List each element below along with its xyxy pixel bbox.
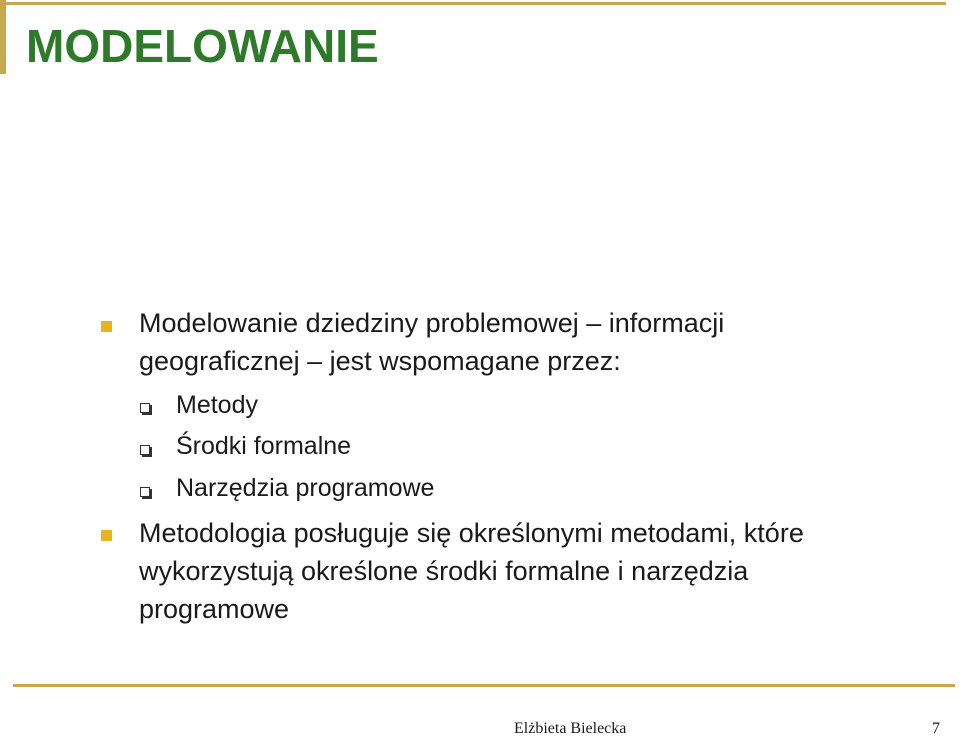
sub-item-label: Środki formalne <box>176 432 352 460</box>
bullet-1-line-2: geograficznej – jest wspomagane przez: <box>139 346 621 376</box>
bullet-1-line-1: Modelowanie dziedziny problemowej – informacji <box>139 308 725 338</box>
sub-item-label: Metody <box>176 391 258 419</box>
slide-title: MODELOWANIE <box>26 20 379 72</box>
sub-item-label: Narzędzia programowe <box>176 474 435 502</box>
footer-divider <box>13 684 955 687</box>
square-bullet-icon <box>101 530 112 541</box>
square-bullet-icon <box>101 321 112 332</box>
hollow-square-bullet-icon <box>140 403 150 413</box>
hollow-square-bullet-icon <box>140 487 150 497</box>
footer-author: Elżbieta Bielecka <box>514 720 627 737</box>
hollow-square-bullet-icon <box>140 445 150 455</box>
bullet-2-line-2: wykorzystują określone środki formalne i narzędzia <box>139 556 749 586</box>
title-frame-left-bar <box>0 0 6 74</box>
title-frame-top-line <box>0 2 946 5</box>
page-number: 7 <box>932 720 940 737</box>
bullet-2-line-3: programowe <box>139 594 290 624</box>
bullet-2-line-1: Metodologia posługuje się określonymi metodami, które <box>139 518 804 548</box>
